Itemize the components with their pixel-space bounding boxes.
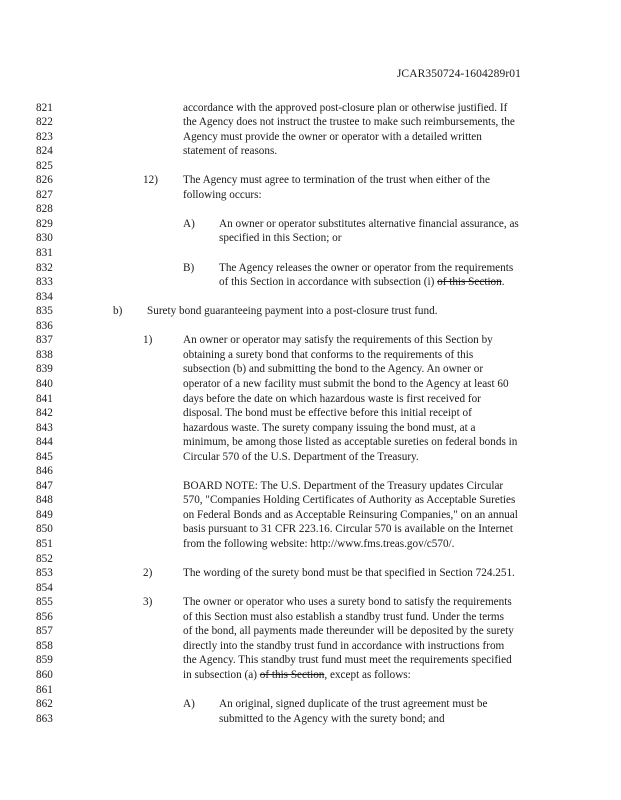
line-text: An original, signed duplicate of the trust agreement must be <box>219 698 488 711</box>
line-number: 826 <box>36 174 53 187</box>
line-number: 849 <box>36 508 53 521</box>
document-line <box>0 610 621 624</box>
document-line <box>0 581 621 595</box>
document-line <box>0 304 621 318</box>
line-text: operator of a new facility must submit the bond to the Agency at least 60 <box>183 377 509 390</box>
line-number: 830 <box>36 232 53 245</box>
document-line <box>0 261 621 275</box>
line-number: 850 <box>36 523 53 536</box>
line-number: 828 <box>36 203 53 216</box>
document-line <box>0 522 621 536</box>
line-number: 840 <box>36 377 53 390</box>
document-line <box>0 377 621 391</box>
document-line <box>0 508 621 522</box>
document-line <box>0 217 621 231</box>
line-number: 854 <box>36 581 53 594</box>
document-line <box>0 639 621 653</box>
line-text: obtaining a surety bond that conforms to the requirements of this <box>183 348 474 361</box>
document-line <box>0 435 621 449</box>
document-line <box>0 493 621 507</box>
line-number: 852 <box>36 552 53 565</box>
document-line <box>0 275 621 289</box>
document-line <box>0 653 621 667</box>
line-number: 847 <box>36 479 53 492</box>
line-text: specified in this Section; or <box>219 232 342 245</box>
document-line <box>0 348 621 362</box>
document-line <box>0 406 621 420</box>
document-line <box>0 712 621 726</box>
line-text: hazardous waste. The surety company issuing the bond must, at a <box>183 421 476 434</box>
line-number: 824 <box>36 145 53 158</box>
line-text: The wording of the surety bond must be that specified in Section 724.251. <box>183 567 515 580</box>
document-id: JCAR350724-1604289r01 <box>396 68 521 80</box>
document-line <box>0 697 621 711</box>
line-text: submitted to the Agency with the surety bond; and <box>219 712 445 725</box>
line-text: of the bond, all payments made thereunder will be deposited by the surety <box>183 625 514 638</box>
line-number: 827 <box>36 188 53 201</box>
line-text: the Agency does not instruct the trustee to make such reimbursements, the <box>183 116 515 129</box>
line-text: Surety bond guaranteeing payment into a post-closure trust fund. <box>147 305 438 318</box>
document-line <box>0 188 621 202</box>
line-number: 860 <box>36 668 53 681</box>
struck-text: of this Section <box>259 668 325 681</box>
line-number: 831 <box>36 247 53 259</box>
item-label: A) <box>183 698 195 711</box>
line-number: 837 <box>36 334 53 347</box>
line-text: directly into the standby trust fund in accordance with instructions from <box>183 639 505 652</box>
line-text: An owner or operator substitutes alternative financial assurance, as <box>219 217 519 230</box>
line-number: 838 <box>36 348 53 361</box>
line-number: 844 <box>36 436 53 449</box>
document-line <box>0 159 621 173</box>
document-line <box>0 566 621 580</box>
document-line <box>0 333 621 347</box>
document-line <box>0 290 621 304</box>
line-number: 825 <box>36 159 53 172</box>
line-text: following occurs: <box>183 188 262 201</box>
document-line <box>0 101 621 115</box>
line-text: An owner or operator may satisfy the requirements of this Section by <box>183 334 493 347</box>
document-line <box>0 202 621 216</box>
line-number: 832 <box>36 261 53 274</box>
line-number: 863 <box>36 712 53 725</box>
document-line <box>0 362 621 376</box>
document-line <box>0 421 621 435</box>
line-number: 851 <box>36 538 53 550</box>
line-text: subsection (b) and submitting the bond to the Agency. An owner or <box>183 363 484 376</box>
line-number: 858 <box>36 639 53 652</box>
line-text: Agency must provide the owner or operator with a detailed written <box>183 130 482 143</box>
item-label: 3) <box>143 596 153 609</box>
line-text: in subsection (a) of this Section, except as follows: <box>183 668 411 681</box>
line-number: 833 <box>36 276 53 289</box>
document-line <box>0 552 621 566</box>
document-line <box>0 683 621 697</box>
line-number: 861 <box>36 683 53 696</box>
line-text: statement of reasons. <box>183 145 278 158</box>
document-line <box>0 173 621 187</box>
line-number: 835 <box>36 305 53 318</box>
line-number: 862 <box>36 698 53 711</box>
item-label: A) <box>183 217 195 230</box>
document-line <box>0 246 621 260</box>
line-text: Circular 570 of the U.S. Department of the Treasury. <box>183 450 419 463</box>
document-line <box>0 624 621 638</box>
line-text: accordance with the approved post-closure plan or otherwise justified. If <box>183 101 508 114</box>
line-text: 570, "Companies Holding Certificates of Authority as Acceptable Sureties <box>183 494 516 507</box>
line-text: The owner or operator who uses a surety bond to satisfy the requirements <box>183 596 512 609</box>
document-line <box>0 392 621 406</box>
document-line <box>0 319 621 333</box>
line-text: on Federal Bonds and as Acceptable Reinsuring Companies," on an annual <box>183 508 518 521</box>
line-number: 853 <box>36 567 53 580</box>
line-number: 845 <box>36 450 53 463</box>
struck-text: of this Section <box>437 276 502 289</box>
line-number: 823 <box>36 130 53 143</box>
line-number: 839 <box>36 363 53 376</box>
item-label: 1) <box>143 334 153 347</box>
line-number: 856 <box>36 610 53 623</box>
line-text: basis pursuant to 31 CFR 223.16. Circular 570 is available on the Internet <box>183 523 513 536</box>
document-line <box>0 144 621 158</box>
item-label: 2) <box>143 567 153 580</box>
line-text: disposal. The bond must be effective before this initial receipt of <box>183 407 472 420</box>
line-number: 843 <box>36 421 53 434</box>
line-text: days before the date on which hazardous waste is first received for <box>183 392 481 405</box>
document-line <box>0 464 621 478</box>
line-number: 829 <box>36 217 53 230</box>
line-number: 822 <box>36 116 53 129</box>
item-label: 12) <box>143 174 158 187</box>
line-number: 841 <box>36 392 53 405</box>
line-number: 836 <box>36 319 53 332</box>
line-number: 842 <box>36 407 53 420</box>
document-line <box>0 479 621 493</box>
line-text: the Agency. This standby trust fund must meet the requirements specified <box>183 654 512 667</box>
line-number: 821 <box>36 101 53 114</box>
line-text: BOARD NOTE: The U.S. Department of the Treasury updates Circular <box>183 479 504 492</box>
line-number: 848 <box>36 494 53 507</box>
document-line <box>0 450 621 464</box>
document-line <box>0 115 621 129</box>
item-label: B) <box>183 261 195 274</box>
item-label: b) <box>113 305 123 318</box>
line-text: of this Section in accordance with subsection (i) of this Section. <box>219 276 505 289</box>
document-line <box>0 231 621 245</box>
document-line <box>0 595 621 609</box>
line-number: 857 <box>36 625 53 638</box>
line-number: 834 <box>36 290 53 303</box>
line-text: from the following website: http://www.fms.treas.gov/c570/. <box>183 538 455 550</box>
line-number: 859 <box>36 654 53 667</box>
line-text: of this Section must also establish a standby trust fund. Under the terms <box>183 610 504 623</box>
line-text: The Agency releases the owner or operator from the requirements <box>219 261 514 274</box>
line-number: 855 <box>36 596 53 609</box>
line-text: The Agency must agree to termination of the trust when either of the <box>183 174 490 187</box>
document-line <box>0 537 621 551</box>
line-number: 846 <box>36 465 53 478</box>
document-line <box>0 130 621 144</box>
document-line <box>0 668 621 682</box>
line-text: minimum, be among those listed as acceptable sureties on federal bonds in <box>183 436 518 449</box>
